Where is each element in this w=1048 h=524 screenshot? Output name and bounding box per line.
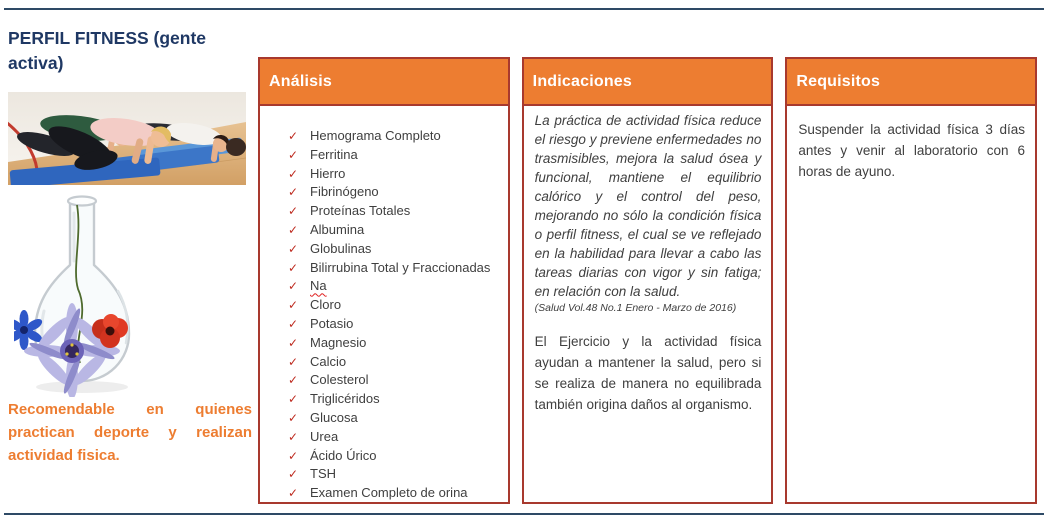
- checkmark-icon: ✓: [288, 373, 299, 388]
- analisis-list-item: [260, 277, 508, 296]
- checkmark-icon: ✓: [288, 486, 299, 501]
- analisis-list: [260, 127, 508, 502]
- checkmark-icon: ✓: [288, 335, 299, 350]
- top-divider-line: [4, 8, 1044, 10]
- analisis-list-item: [260, 353, 508, 372]
- indicaciones-paragraph-regular: El Ejercicio y la actividad física ayudan a mantener la salud, pero si se realiza de manera no equilibrada también origina daños al organismo.: [534, 334, 762, 412]
- analisis-item-label: Hierro: [310, 165, 346, 181]
- analisis-list-item: [260, 465, 508, 484]
- checkmark-icon: ✓: [288, 185, 299, 200]
- checkmark-icon: ✓: [288, 429, 299, 444]
- analisis-item-label: TSH: [310, 466, 336, 482]
- checkmark-icon: ✓: [288, 467, 299, 482]
- indicaciones-header: Indicaciones: [524, 59, 772, 106]
- info-columns: [258, 57, 1037, 504]
- analisis-list-item: [260, 371, 508, 390]
- analisis-item-label: Urea: [310, 428, 339, 444]
- analisis-body: [260, 106, 508, 502]
- flask-with-flowers-illustration: [14, 191, 150, 397]
- checkmark-icon: ✓: [288, 222, 299, 237]
- exercise-photo-illustration: [8, 92, 246, 185]
- analisis-item-label: Ferritina: [310, 146, 358, 162]
- requisitos-text: Suspender la actividad física 3 días antes y venir al laboratorio con 6 horas de ayuno.: [798, 122, 1026, 179]
- analisis-item-label: Examen Completo de orina: [310, 485, 468, 501]
- checkmark-icon: ✓: [288, 147, 299, 162]
- analisis-item-label: Bilirrubina Total y Fraccionadas: [310, 259, 491, 275]
- checkmark-icon: ✓: [288, 204, 299, 219]
- checkmark-icon: ✓: [288, 241, 299, 256]
- analisis-list-item: [260, 296, 508, 315]
- analisis-header: Análisis: [260, 59, 508, 106]
- analisis-list-item: [260, 202, 508, 221]
- analisis-item-label: Glucosa: [310, 409, 358, 425]
- analisis-item-label: Magnesio: [310, 334, 367, 350]
- analisis-item-label: Hemograma Completo: [310, 128, 441, 143]
- indicaciones-citation: (Salud Vol.48 No.1 Enero - Marzo de 2016): [534, 302, 737, 314]
- analisis-item-label: Potasio: [310, 315, 354, 331]
- checkmark-icon: ✓: [288, 448, 299, 463]
- requisitos-header: Requisitos: [787, 59, 1035, 106]
- analisis-item-label: Ácido Úrico: [310, 447, 377, 463]
- analisis-list-item: [260, 165, 508, 184]
- analisis-list-item: [260, 484, 508, 502]
- analisis-column: [258, 57, 510, 504]
- analisis-list-item: [260, 334, 508, 353]
- checkmark-icon: ✓: [288, 279, 299, 294]
- analisis-item-label: Fibrinógeno: [310, 184, 379, 200]
- analisis-list-item: [260, 409, 508, 428]
- checkmark-icon: ✓: [288, 166, 299, 181]
- checkmark-icon: ✓: [288, 260, 299, 275]
- checkmark-icon: ✓: [288, 298, 299, 313]
- page-title: PERFIL FITNESS (gente activa): [8, 28, 207, 73]
- analisis-list-item: [260, 146, 508, 165]
- indicaciones-column: [522, 57, 774, 504]
- analisis-list-item: [260, 221, 508, 240]
- analisis-list-item: [260, 390, 508, 409]
- analisis-list-item: [260, 127, 508, 146]
- recommendation-note: Recomendable en quienes practican deporte y realizan actividad fisica.: [8, 401, 252, 464]
- checkmark-icon: ✓: [288, 354, 299, 369]
- exercise-photo: [8, 92, 246, 185]
- analisis-item-label: Na: [310, 278, 327, 294]
- analisis-item-label: Albumina: [310, 221, 365, 237]
- requisitos-column: [785, 57, 1037, 504]
- checkmark-icon: ✓: [288, 410, 299, 425]
- flask-photo: [14, 191, 150, 397]
- checkmark-icon: ✓: [288, 316, 299, 331]
- analisis-item-label: Colesterol: [310, 372, 369, 388]
- checkmark-icon: ✓: [288, 129, 299, 143]
- checkmark-icon: ✓: [288, 392, 299, 407]
- analisis-item-label: Triglicéridos: [310, 391, 380, 407]
- analisis-list-item: [260, 428, 508, 447]
- indicaciones-body: [524, 106, 772, 502]
- analisis-list-item: [260, 447, 508, 466]
- bottom-divider-line: [4, 513, 1044, 515]
- analisis-list-item: [260, 183, 508, 202]
- analisis-list-item: [260, 315, 508, 334]
- analisis-item-label: Proteínas Totales: [310, 203, 411, 219]
- analisis-list-item: [260, 240, 508, 259]
- analisis-item-label: Cloro: [310, 297, 342, 313]
- analisis-item-label: Calcio: [310, 353, 347, 369]
- analisis-list-item: [260, 259, 508, 278]
- analisis-item-label: Globulinas: [310, 240, 372, 256]
- indicaciones-paragraph-italic: La práctica de actividad física reduce el riesgo y previene enfermedades no trasmisibles, mejora la salud ósea y funcional, mantiene el equilibrio calórico y el control del peso, mejorando no sólo la condición física o perfil fitness, el cual se ve reflejado en la habilidad para llevar a cabo las tareas diarias con vigor y sin fatiga; en relación con la salud.: [534, 113, 762, 299]
